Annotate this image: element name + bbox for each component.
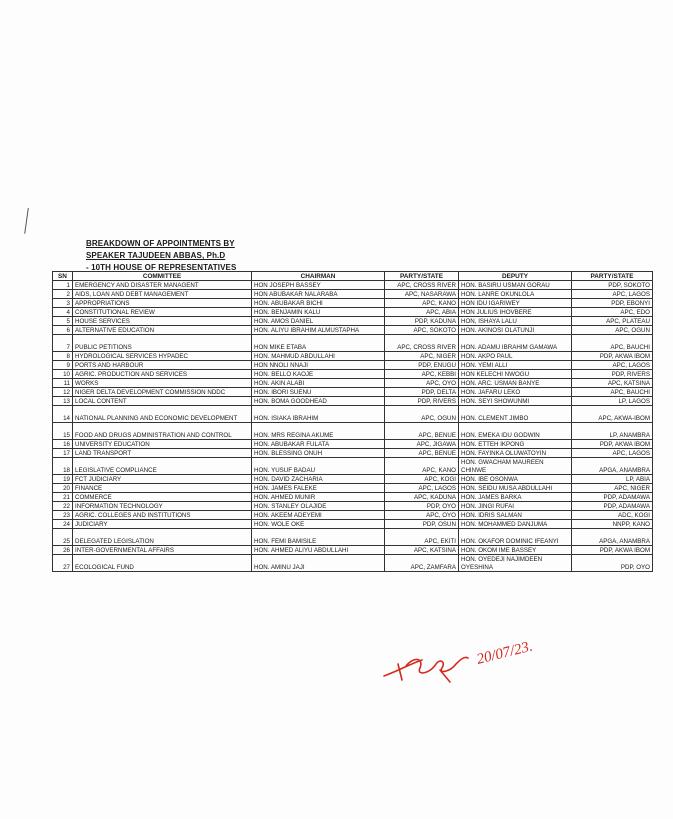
cell-chairman: HON. WOLE OKE [252,520,385,529]
cell-deputy-party-state: APC, BAUCHI [572,335,653,352]
cell-chairman: HON. BELLO KAOJE [252,370,385,379]
cell-party-state: APC, KATSINA [385,546,459,555]
cell-chairman: HON. ALIYU IBRAHIM ALMUSTAPHA [252,326,385,335]
cell-chairman: HON. ABUBAKAR BICHI [252,299,385,308]
cell-deputy-party-state: PDP, ADAMAWA [572,493,653,502]
cell-chairman: HON. MAHMUD ABDULLAHI [252,352,385,361]
table-row [53,484,653,493]
cell-committee: COMMERCE [73,493,252,502]
cell-party-state: APC, CROSS RIVER [385,335,459,352]
cell-chairman: HON. ISIAKA IBRAHIM [252,406,385,423]
table-row [53,370,653,379]
cell-deputy-party-state: APC, LAGOS [572,290,653,299]
cell-sn: 17 [53,449,73,458]
cell-deputy: HON. IBE OSONWA [459,475,572,484]
cell-deputy-party-state: APC, AKWA-IBOM [572,406,653,423]
cell-deputy-party-state: APC, BAUCHI [572,388,653,397]
cell-committee: INTER-GOVERNMENTAL AFFAIRS [73,546,252,555]
cell-sn: 12 [53,388,73,397]
cell-deputy-party-state: PDP, SOKOTO [572,281,653,290]
table-row [53,281,653,290]
cell-committee: EMERGENCY AND DISASTER MANAGENT [73,281,252,290]
cell-committee: FINANCE [73,484,252,493]
header-deputy-party-state: PARTY/STATE [572,272,653,281]
cell-chairman: HON. AMINU JAJI [252,555,385,572]
cell-committee: ALTERNATIVE EDUCATION [73,326,252,335]
cell-committee: FOOD AND DRUGS ADMINISTRATION AND CONTROL [73,423,252,440]
cell-party-state: PDP, KADUNA [385,317,459,326]
table-row [53,529,653,546]
cell-sn: 7 [53,335,73,352]
cell-sn: 16 [53,440,73,449]
cell-deputy: HON. JAFARU LEKO [459,388,572,397]
table-row [53,458,653,475]
cell-deputy: HON. AKPO PAUL [459,352,572,361]
cell-chairman: HON ABUBAKAR NALARABA [252,290,385,299]
cell-committee: JUDICIARY [73,520,252,529]
cell-deputy-party-state: APC, LAGOS [572,449,653,458]
cell-deputy-party-state: LP, ABIA [572,475,653,484]
heading-line-2: SPEAKER TAJUDEEN ABBAS, Ph.D [86,251,226,260]
cell-deputy-party-state: PDP, ADAMAWA [572,502,653,511]
table-row [53,440,653,449]
table-row [53,546,653,555]
cell-chairman: HON. ABUBAKAR FULATA [252,440,385,449]
cell-deputy: HON. LANRE OKUNLOLA [459,290,572,299]
cell-deputy-party-state: APC, OGUN [572,326,653,335]
pen-mark [24,208,31,234]
cell-party-state: APC, EKITI [385,529,459,546]
header-party-state: PARTY/STATE [385,272,459,281]
cell-party-state: APC, KANO [385,299,459,308]
cell-chairman: HON JOSEPH BASSEY [252,281,385,290]
cell-deputy: HON. JAMES BARKA [459,493,572,502]
cell-deputy-party-state: NNPP, KANO [572,520,653,529]
cell-committee: DELEGATED LEGISLATION [73,529,252,546]
table-row [53,299,653,308]
header-deputy: DEPUTY [459,272,572,281]
cell-sn: 1 [53,281,73,290]
cell-party-state: APC, BENUE [385,423,459,440]
cell-chairman: HON. FEMI BAMISILE [252,529,385,546]
cell-committee: INFORMATION TECHNOLOGY [73,502,252,511]
cell-chairman: HON. BLESSING ONUH [252,449,385,458]
cell-deputy: HON. IDRIS SALMAN [459,511,572,520]
cell-committee: AGRIC. COLLEGES AND INSTITUTIONS [73,511,252,520]
cell-committee: NIGER DELTA DEVELOPMENT COMMISSION NDDC [73,388,252,397]
cell-party-state: APC, OYO [385,511,459,520]
cell-deputy: HON JULIUS IHOVBERE [459,308,572,317]
table-row [53,388,653,397]
cell-deputy: HON. MOHAMMED DANJUMA [459,520,572,529]
cell-deputy: HON. EMEKA IDU GODWIN [459,423,572,440]
cell-sn: 23 [53,511,73,520]
cell-committee: HOUSE SERVICES [73,317,252,326]
cell-chairman: HON. JAMES FALEKE [252,484,385,493]
cell-deputy-party-state: LP, LAGOS [572,397,653,406]
signature-date: 20/07/23. [475,638,535,668]
cell-sn: 22 [53,502,73,511]
cell-deputy: HON. FAYINKA OLUWATOYIN [459,449,572,458]
table-row [53,406,653,423]
cell-sn: 24 [53,520,73,529]
cell-committee: WORKS [73,379,252,388]
cell-party-state: APC, OYO [385,379,459,388]
cell-party-state: APC, CROSS RIVER [385,281,459,290]
cell-chairman: HON NNOLI NNAJI [252,361,385,370]
table-row [53,502,653,511]
cell-deputy: HON. SEIDU MUSA ABDULLAHI [459,484,572,493]
cell-deputy: HON. ETTEH IKPONG [459,440,572,449]
table-row [53,361,653,370]
cell-party-state: PDP, OSUN [385,520,459,529]
cell-deputy-party-state: ADC, KOGI [572,511,653,520]
heading-line-3: - 10TH HOUSE OF REPRESENTATIVES [86,263,237,272]
cell-sn: 13 [53,397,73,406]
cell-sn: 4 [53,308,73,317]
table-row [53,290,653,299]
cell-deputy-party-state: APC, PLATEAU [572,317,653,326]
cell-party-state: APC, NIGER [385,352,459,361]
cell-committee: CONSTITUTIONAL REVIEW [73,308,252,317]
table-row [53,352,653,361]
table-row [53,379,653,388]
cell-chairman: HON. BOMA GOODHEAD [252,397,385,406]
table-row [53,335,653,352]
cell-deputy: HON IDU IGARIWEY [459,299,572,308]
cell-party-state: APC, KEBBI [385,370,459,379]
cell-chairman: HON. AHMED MUNIR [252,493,385,502]
table-row [53,555,653,572]
table-row [53,520,653,529]
cell-deputy-party-state: APC, KATSINA [572,379,653,388]
table-row [53,397,653,406]
signature-mark [380,634,570,684]
cell-deputy-party-state: APC, NIGER [572,484,653,493]
cell-committee: LEGISLATIVE COMPLIANCE [73,458,252,475]
cell-deputy: HON. JINGI RUFAI [459,502,572,511]
cell-chairman: HON. AKEEM ADEYEMI [252,511,385,520]
cell-deputy: HON, ISHAYA LALU [459,317,572,326]
cell-deputy-party-state: PDP, AKWA IBOM [572,440,653,449]
cell-sn: 19 [53,475,73,484]
signature-stroke [384,657,468,682]
table-header-row [53,272,653,281]
cell-deputy-party-state: PDP, AKWA IBOM [572,352,653,361]
cell-chairman: HON. AHMED ALIYU ABDULLAHI [252,546,385,555]
cell-chairman: HON. BENJAMIN KALU [252,308,385,317]
table-row [53,308,653,317]
cell-deputy: HON. CLEMENT JIMBO [459,406,572,423]
table-row [53,317,653,326]
cell-committee: AIDS, LOAN AND DEBT MANAGEMENT [73,290,252,299]
cell-chairman: HON. DAVID ZACHARIA [252,475,385,484]
cell-sn: 10 [53,370,73,379]
cell-committee: UNIVERSITY EDUCATION [73,440,252,449]
cell-deputy: HON. OKAFOR DOMINIC IFEANYI [459,529,572,546]
cell-party-state: PDP, RIVERS [385,397,459,406]
cell-sn: 14 [53,406,73,423]
cell-committee: PORTS AND HARBOUR [73,361,252,370]
cell-sn: 6 [53,326,73,335]
cell-committee: APPROPRIATIONS [73,299,252,308]
header-sn: SN [53,272,73,281]
cell-deputy: HON. GWACHAM MAUREEN CHINWE [459,458,572,475]
cell-deputy: HON. OYEDEJI NAJIMDEEN OYESHINA [459,555,572,572]
cell-deputy-party-state: APGA, ANAMBRA [572,458,653,475]
cell-committee: AGRIC. PRODUCTION AND SERVICES [73,370,252,379]
cell-chairman: HON. IBORI SUENU [252,388,385,397]
cell-sn: 20 [53,484,73,493]
cell-party-state: APC, JIGAWA [385,440,459,449]
cell-party-state: APC, NASARAWA [385,290,459,299]
cell-sn: 21 [53,493,73,502]
heading-line-1: BREAKDOWN OF APPOINTMENTS BY [86,239,235,248]
cell-chairman: HON. AKIN ALABI [252,379,385,388]
cell-deputy-party-state: PDP, RIVERS [572,370,653,379]
cell-chairman: HON MIKE ETABA [252,335,385,352]
cell-committee: HYDROLOGICAL SERVICES HYPADEC [73,352,252,361]
cell-sn: 27 [53,555,73,572]
cell-sn: 2 [53,290,73,299]
cell-deputy-party-state: LP, ANAMBRA [572,423,653,440]
cell-deputy: HON. YEMI ALLI [459,361,572,370]
cell-deputy-party-state: APGA, ANAMBRA [572,529,653,546]
cell-deputy-party-state: APC, EDO [572,308,653,317]
cell-deputy-party-state: PDP, OYO [572,555,653,572]
cell-party-state: APC, KOGI [385,475,459,484]
table-row [53,449,653,458]
appointments-table [52,271,653,572]
cell-party-state: PDP, OYO [385,502,459,511]
cell-party-state: APC, SOKOTO [385,326,459,335]
cell-party-state: APC, OGUN [385,406,459,423]
cell-party-state: PDP, ENUGU [385,361,459,370]
cell-party-state: APC, LAGOS [385,484,459,493]
cell-deputy-party-state: PDP, AKWA IBOM [572,546,653,555]
cell-party-state: APC, KANO [385,458,459,475]
table-row [53,511,653,520]
table-row [53,493,653,502]
cell-committee: FCT JUDICIARY [73,475,252,484]
cell-sn: 18 [53,458,73,475]
cell-committee: LAND TRANSPORT [73,449,252,458]
cell-sn: 25 [53,529,73,546]
cell-party-state: APC, BENUE [385,449,459,458]
cell-deputy-party-state: PDP, EBONYI [572,299,653,308]
cell-deputy: HON. SEYI SHOWUNMI [459,397,572,406]
cell-chairman: HON. AMOS DANIEL [252,317,385,326]
header-chairman: CHAIRMAN [252,272,385,281]
cell-party-state: APC, ZAMFARA [385,555,459,572]
table-row [53,423,653,440]
cell-deputy: HON. BASIRU USMAN GORAU [459,281,572,290]
cell-chairman: HON. YUSUF BADAU [252,458,385,475]
cell-party-state: APC, ABIA [385,308,459,317]
cell-deputy: HON. ADAMU IBRAHIM GAMAWA [459,335,572,352]
cell-sn: 3 [53,299,73,308]
cell-committee: LOCAL CONTENT [73,397,252,406]
table-row [53,326,653,335]
table-row [53,475,653,484]
cell-deputy: HON. OKOM IME BASSEY [459,546,572,555]
cell-chairman: HON. MRS REGINA AKUME [252,423,385,440]
cell-committee: ECOLOGICAL FUND [73,555,252,572]
cell-sn: 8 [53,352,73,361]
cell-sn: 5 [53,317,73,326]
cell-committee: PUBLIC PETITIONS [73,335,252,352]
cell-party-state: APC, KADUNA [385,493,459,502]
cell-party-state: PDP, DELTA [385,388,459,397]
cell-deputy-party-state: APC, LAGOS [572,361,653,370]
cell-deputy: HON KELECHI NWOGU [459,370,572,379]
cell-sn: 15 [53,423,73,440]
cell-committee: NATIONAL PLANNING AND ECONOMIC DEVELOPMENT [73,406,252,423]
cell-sn: 11 [53,379,73,388]
cell-deputy: HON. ARC. USMAN BANYE [459,379,572,388]
header-committee: COMMITTEE [73,272,252,281]
cell-deputy: HON. AKINOSI OLATUNJI [459,326,572,335]
cell-chairman: HON. STANLEY OLAJIDE [252,502,385,511]
cell-sn: 26 [53,546,73,555]
cell-sn: 9 [53,361,73,370]
